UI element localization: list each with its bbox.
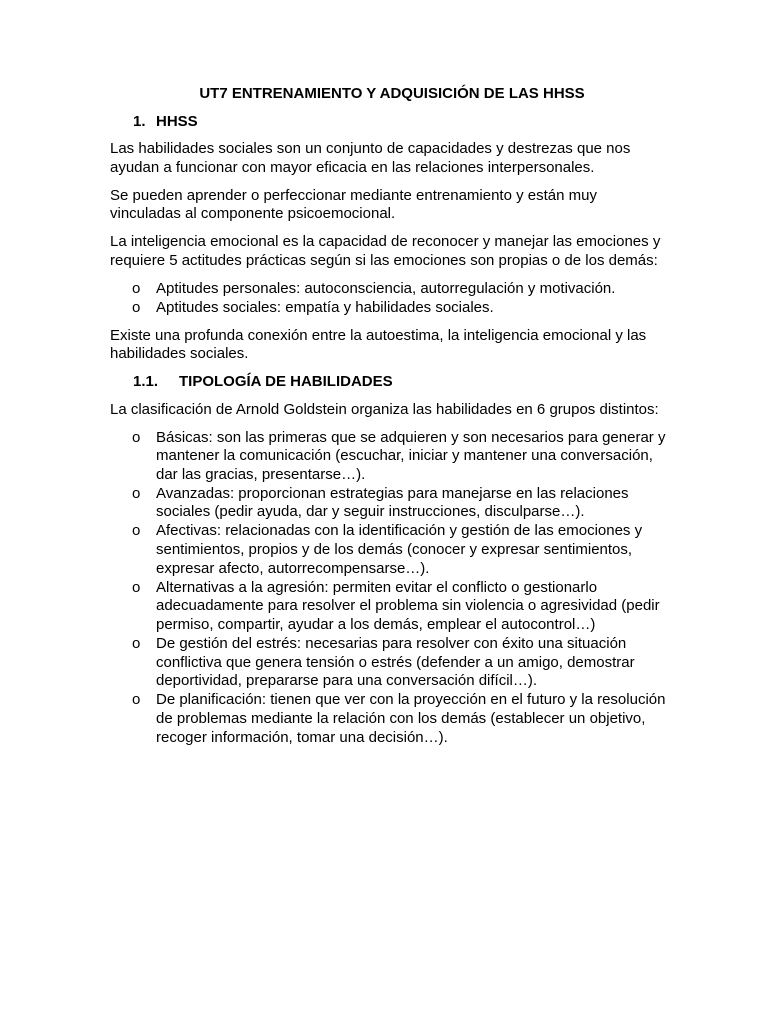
list-item-text: Afectivas: relacionadas con la identificación y gestión de las emociones y sentimientos, propios y de los demás (conocer y expresar sentimientos, expresar afecto, autorrecompensarse…).: [156, 522, 643, 577]
list-item-text: De planificación: tienen que ver con la proyección en el futuro y la resolución de problemas mediante la relación con los demás (establecer un objetivo, recoger información, tomar una decisión…).: [156, 691, 666, 746]
bullet-icon: o: [132, 691, 141, 709]
bullet-icon: o: [132, 635, 141, 653]
list-item-text: Básicas: son las primeras que se adquieren y son necesarios para generar y mantener la comunicación (escuchar, iniciar y mantener una conversación, dar las gracias, presentarse…).: [156, 428, 666, 483]
section-label: HHSS: [156, 112, 198, 130]
bullet-icon: o: [132, 428, 141, 446]
section-heading-hhss: [110, 113, 670, 132]
paragraph-training: Se pueden aprender o perfeccionar mediante entrenamiento y están muy vinculadas al componente psicoemocional.: [110, 186, 597, 222]
list-item-text: De gestión del estrés: necesarias para resolver con éxito una situación conflictiva que genera tensión o estrés (defender a un amigo, demostrar deportividad, prepararse para una conversación difícil…).: [156, 635, 635, 690]
document-title: UT7 ENTRENAMIENTO Y ADQUISICIÓN DE LAS HHSS: [199, 85, 585, 102]
section-label: TIPOLOGÍA DE HABILIDADES: [179, 373, 393, 390]
section-number: 1.1.: [133, 373, 159, 390]
list-item: [110, 485, 670, 522]
list-item-text: Aptitudes personales: autoconsciencia, autorregulación y motivación.: [156, 279, 616, 297]
list-item-text: Avanzadas: proporcionan estrategias para manejarse en las relaciones sociales (pedir ayuda, dar y seguir instrucciones, disculparse…).: [156, 484, 629, 521]
aptitudes-list: [110, 280, 670, 318]
list-item: [110, 429, 670, 485]
list-item: [110, 522, 670, 578]
bullet-icon: o: [132, 484, 141, 502]
list-item: [110, 579, 670, 635]
list-item: [110, 635, 670, 691]
list-item: [110, 280, 670, 299]
paragraph-emotional-intelligence: La inteligencia emocional es la capacidad de reconocer y manejar las emociones y requiere 5 actitudes prácticas según si las emociones son propias o de los demás:: [110, 233, 661, 269]
bullet-icon: o: [132, 298, 141, 316]
list-item-text: Alternativas a la agresión: permiten evitar el conflicto o gestionarlo adecuadamente para resolver el problema sin violencia o agresividad (pedir permiso, compartir, ayudar a los demás, emplear el autocontrol…): [156, 578, 660, 633]
section-heading-tipologia: [110, 373, 670, 392]
document-body: [110, 85, 670, 757]
paragraph-definition: Las habilidades sociales son un conjunto de capacidades y destrezas que nos ayudan a funcionar con mayor eficacia en las relaciones interpersonales.: [110, 140, 631, 176]
list-item-text: Aptitudes sociales: empatía y habilidades sociales.: [156, 298, 494, 316]
bullet-icon: o: [132, 279, 141, 297]
list-item: [110, 691, 670, 747]
section-number: 1.: [133, 112, 146, 130]
bullet-icon: o: [132, 578, 141, 596]
list-item: [110, 299, 670, 318]
paragraph-connection: Existe una profunda conexión entre la autoestima, la inteligencia emocional y las habilidades sociales.: [110, 326, 647, 362]
paragraph-goldstein: La clasificación de Arnold Goldstein organiza las habilidades en 6 grupos distintos:: [110, 400, 659, 418]
bullet-icon: o: [132, 522, 141, 540]
skills-groups-list: [110, 429, 670, 748]
